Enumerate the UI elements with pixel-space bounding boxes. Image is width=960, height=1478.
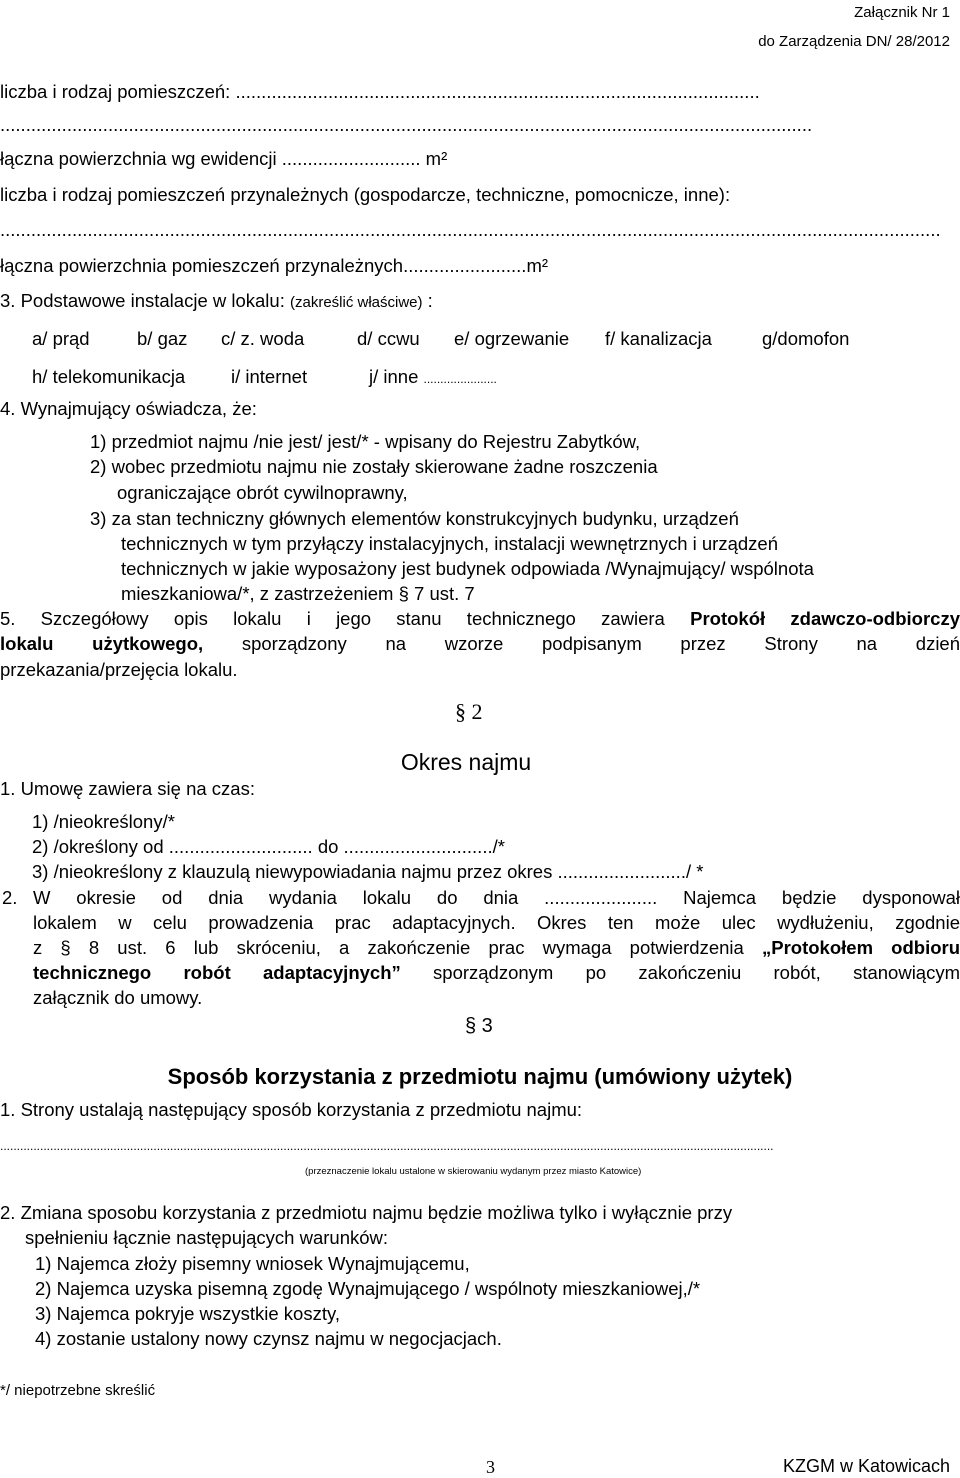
- aux-rooms-line: liczba i rodzaj pomieszczeń przynależnych (gospodarcze, techniczne, pomocnicze, inne):: [0, 184, 731, 205]
- paragraph2-point2-line1: W okresie od dnia wydania lokalu do dnia ...................... Najemca będzie dysponował: [33, 887, 960, 908]
- installations-heading-main: 3. Podstawowe instalacje w lokalu:: [0, 290, 285, 311]
- condition-1: 1) Najemca złoży pisemny wniosek Wynajmującemu,: [35, 1253, 470, 1274]
- section4-item3-line3: technicznych w jakie wyposażony jest budynek odpowiada /Wynajmujący/ wspólnota: [121, 558, 814, 579]
- footer-organization: KZGM w Katowicach: [782, 1456, 950, 1476]
- section4-item3-line4: [121, 582, 475, 606]
- installation-option-j: [369, 365, 497, 391]
- aux-rooms-dots: .......................................................................................................................................................................................: [0, 219, 941, 240]
- section5-line1: [0, 607, 960, 631]
- paragraph2-point2-line3-text: z § 8 ust. 6 lub skróceniu, a zakończenie prac wymaga potwierdzenia: [33, 937, 744, 958]
- rooms-line: liczba i rodzaj pomieszczeń: ......................................................................................................: [0, 81, 760, 102]
- paragraph2-symbol: § 2: [455, 699, 483, 724]
- section4-item3-line1: 3) za stan techniczny głównych elementów konstrukcyjnych budynku, urządzeń: [90, 508, 739, 529]
- installation-option-e: e/ ogrzewanie: [454, 328, 570, 349]
- paragraph2-point2-line4-text: sporządzonym po zakończeniu robót, stanowiącym: [433, 962, 960, 983]
- term-option-indefinite: 1) /nieokreślony/*: [32, 811, 175, 832]
- condition-2: 2) Najemca uzyska pisemną zgodę Wynajmującego / wspólnoty mieszkaniowej,/*: [35, 1278, 701, 1299]
- section4-item3-line4-text: mieszkaniowa/*, z zastrzeżeniem: [121, 583, 394, 604]
- installation-option-a: a/ prąd: [32, 328, 90, 349]
- paragraph2-lead: 1. Umowę zawiera się na czas:: [0, 778, 255, 799]
- paragraph3-point2-line2: spełnieniu łącznie następujących warunków:: [25, 1227, 389, 1248]
- paragraph2-point2-number: 2.: [2, 887, 18, 908]
- installation-option-b: b/ gaz: [137, 328, 188, 349]
- installations-heading-note: (zakreślić właściwe): [290, 294, 423, 311]
- annex-label: Załącznik Nr 1: [854, 4, 950, 21]
- section5-line2: [0, 632, 960, 656]
- installation-option-i: i/ internet: [231, 366, 308, 387]
- section4-item3-line2: technicznych w tym przyłączy instalacyjnych, instalacji wewnętrznych i urządzeń: [121, 533, 779, 554]
- section5-line3: przekazania/przejęcia lokalu.: [0, 659, 238, 680]
- area-line: łączna powierzchnia wg ewidencji ........................... m²: [0, 148, 448, 169]
- footnote: */ niepotrzebne skreślić: [0, 1382, 156, 1399]
- paragraph2-protocol-name-cont: technicznego robót adaptacyjnych”: [33, 962, 401, 983]
- section5-premises-type: lokalu użytkowego,: [0, 633, 204, 654]
- usage-dots: ........................................................................................................................................................................................................................................: [0, 1139, 774, 1153]
- installations-heading-colon: :: [427, 290, 433, 311]
- installation-option-d: d/ ccwu: [357, 328, 420, 349]
- section5-protocol-name: Protokół zdawczo-odbiorczy: [690, 608, 960, 629]
- installation-other-dots: ......................: [423, 372, 497, 386]
- section4-item3-reference: § 7 ust. 7: [398, 583, 475, 604]
- paragraph2-protocol-name: „Protokołem odbioru: [762, 937, 960, 958]
- rooms-dots: ..............................................................................................................................................................: [0, 114, 813, 135]
- ordinance-reference: do Zarządzenia DN/ 28/2012: [758, 33, 950, 50]
- paragraph2-title: Okres najmu: [400, 749, 532, 775]
- term-option-fixed: 2) /określony od ............................ do ............................./*: [32, 836, 505, 857]
- aux-area-line: łączna powierzchnia pomieszczeń przynależnych........................m²: [0, 255, 549, 276]
- term-option-indefinite-clause: 3) /nieokreślony z klauzulą niewypowiadania najmu przez okres ........................./ *: [32, 861, 704, 882]
- installation-option-f: f/ kanalizacja: [605, 328, 712, 349]
- usage-note: (przeznaczenie lokalu ustalone w skierowaniu wydanym przez miasto Katowice): [305, 1166, 642, 1177]
- section4-item2-line1: 2) wobec przedmiotu najmu nie zostały skierowane żadne roszczenia: [90, 456, 658, 477]
- paragraph3-lead: 1. Strony ustalają następujący sposób korzystania z przedmiotu najmu:: [0, 1099, 583, 1120]
- installations-heading: [0, 289, 433, 315]
- section5-line1-text: 5. Szczegółowy opis lokalu i jego stanu technicznego zawiera: [0, 608, 665, 629]
- section4-heading: 4. Wynajmujący oświadcza, że:: [0, 398, 257, 419]
- paragraph2-point2-line4: [33, 961, 960, 985]
- section4-item2-line2: ograniczające obrót cywilnoprawny,: [117, 482, 408, 503]
- paragraph3-title: Sposób korzystania z przedmiotu najmu (umówiony użytek): [167, 1064, 793, 1089]
- paragraph3-symbol: § 3: [465, 1015, 493, 1037]
- installation-option-g: g/domofon: [762, 328, 850, 349]
- paragraph2-point2-line3: [33, 936, 960, 960]
- paragraph3-point2-line1: 2. Zmiana sposobu korzystania z przedmiotu najmu będzie możliwa tylko i wyłącznie przy: [0, 1202, 733, 1223]
- paragraph2-point2-line2: lokalem w celu prowadzenia prac adaptacyjnych. Okres ten może ulec wydłużeniu, zgodnie: [33, 912, 960, 933]
- paragraph2-point2-line5: załącznik do umowy.: [33, 987, 203, 1008]
- condition-4: 4) zostanie ustalony nowy czynsz najmu w negocjacjach.: [35, 1328, 502, 1349]
- installation-option-h: h/ telekomunikacja: [32, 366, 186, 387]
- installation-option-j-label: j/ inne: [369, 366, 419, 387]
- installation-option-c: c/ z. woda: [221, 328, 305, 349]
- section4-item1: 1) przedmiot najmu /nie jest/ jest/* - wpisany do Rejestru Zabytków,: [90, 431, 641, 452]
- section5-line2-text: sporządzony na wzorze podpisanym przez Strony na dzień: [241, 633, 960, 654]
- condition-3: 3) Najemca pokryje wszystkie koszty,: [35, 1303, 340, 1324]
- page-number: 3: [486, 1457, 495, 1477]
